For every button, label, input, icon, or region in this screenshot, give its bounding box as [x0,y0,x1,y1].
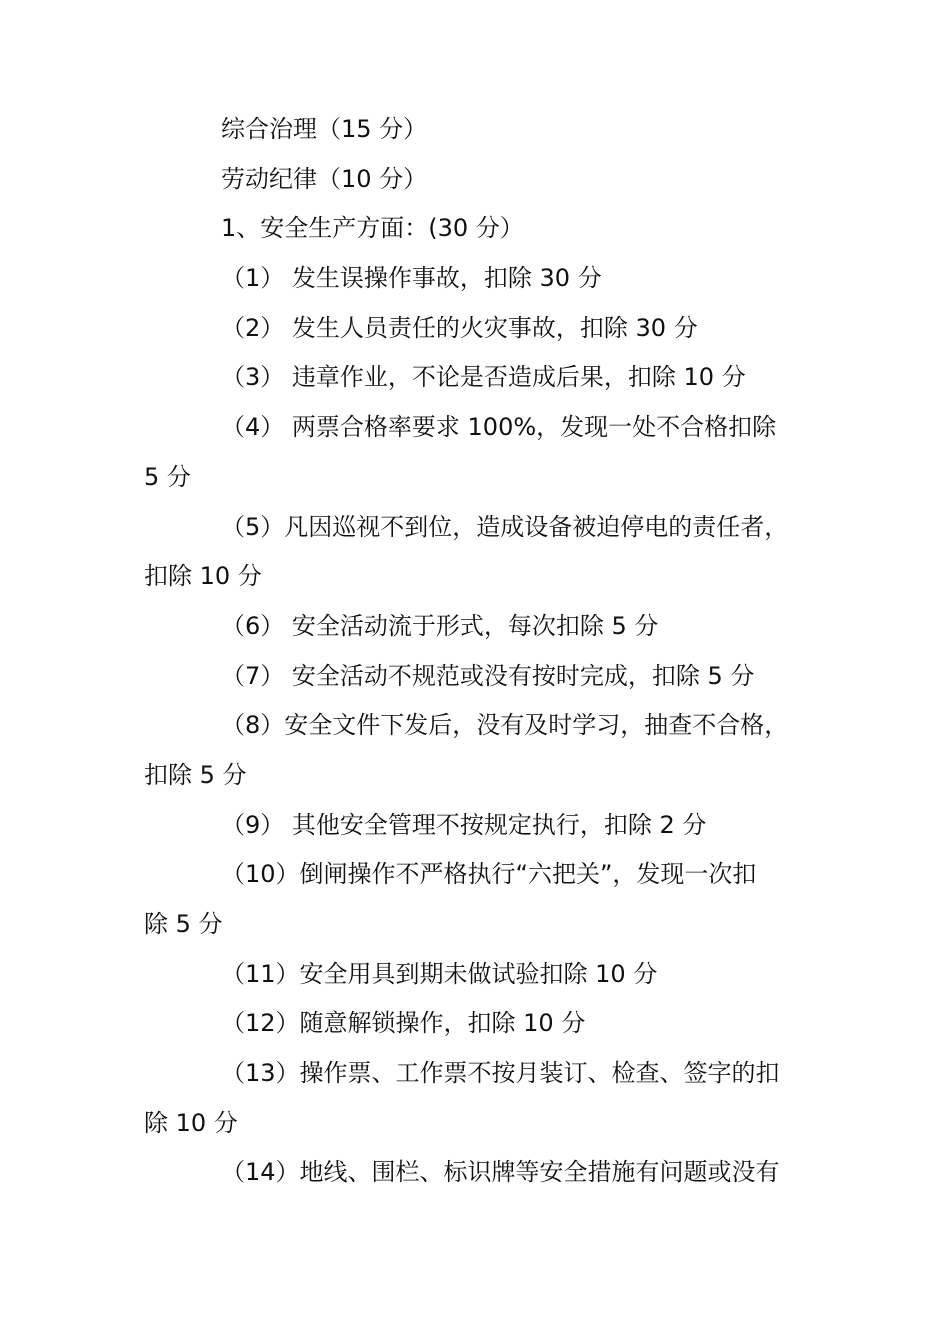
text-line-comprehensive-governance: 综合治理（15 分） [221,115,428,143]
rule-item-9: （9） 其他安全管理不按规定执行，扣除 2 分 [221,810,707,839]
rule-item-4-continuation: 5 分 [144,462,191,491]
rule-item-8: （8）安全文件下发后，没有及时学习，抽查不合格， [221,711,789,740]
rule-item-7: （7） 安全活动不规范或没有按时完成，扣除 5 分 [221,661,755,690]
rule-item-5: （5）凡因巡视不到位，造成设备被迫停电的责任者， [221,512,789,541]
text-line-labor-discipline: 劳动纪律（10 分） [221,164,428,193]
rule-item-8-continuation: 扣除 5 分 [144,760,247,789]
rule-item-13: （13）操作票、工作票不按月装订、检查、签字的扣 [221,1059,780,1088]
rule-item-11: （11）安全用具到期未做试验扣除 10 分 [221,959,658,988]
rule-item-1: （1） 发生误操作事故，扣除 30 分 [221,264,602,293]
rule-item-5-continuation: 扣除 10 分 [144,562,262,591]
rule-item-10-continuation: 除 5 分 [144,910,223,938]
rule-item-13-continuation: 除 10 分 [144,1108,238,1137]
rule-item-14: （14）地线、围栏、标识牌等安全措施有问题或没有 [221,1158,780,1187]
rule-item-10: （10）倒闸操作不严格执行“六把关”，发现一次扣 [221,860,757,889]
rule-item-2: （2） 发生人员责任的火灾事故，扣除 30 分 [221,313,698,342]
section-heading-safety-production: 1、安全生产方面：(30 分） [221,214,524,243]
document-body [144,105,824,1198]
rule-item-4: （4） 两票合格率要求 100%，发现一处不合格扣除 [221,413,777,442]
rule-item-6: （6） 安全活动流于形式，每次扣除 5 分 [221,611,659,640]
rule-item-12: （12）随意解锁操作，扣除 10 分 [221,1009,586,1038]
rule-item-3: （3） 违章作业，不论是否造成后果，扣除 10 分 [221,363,746,392]
